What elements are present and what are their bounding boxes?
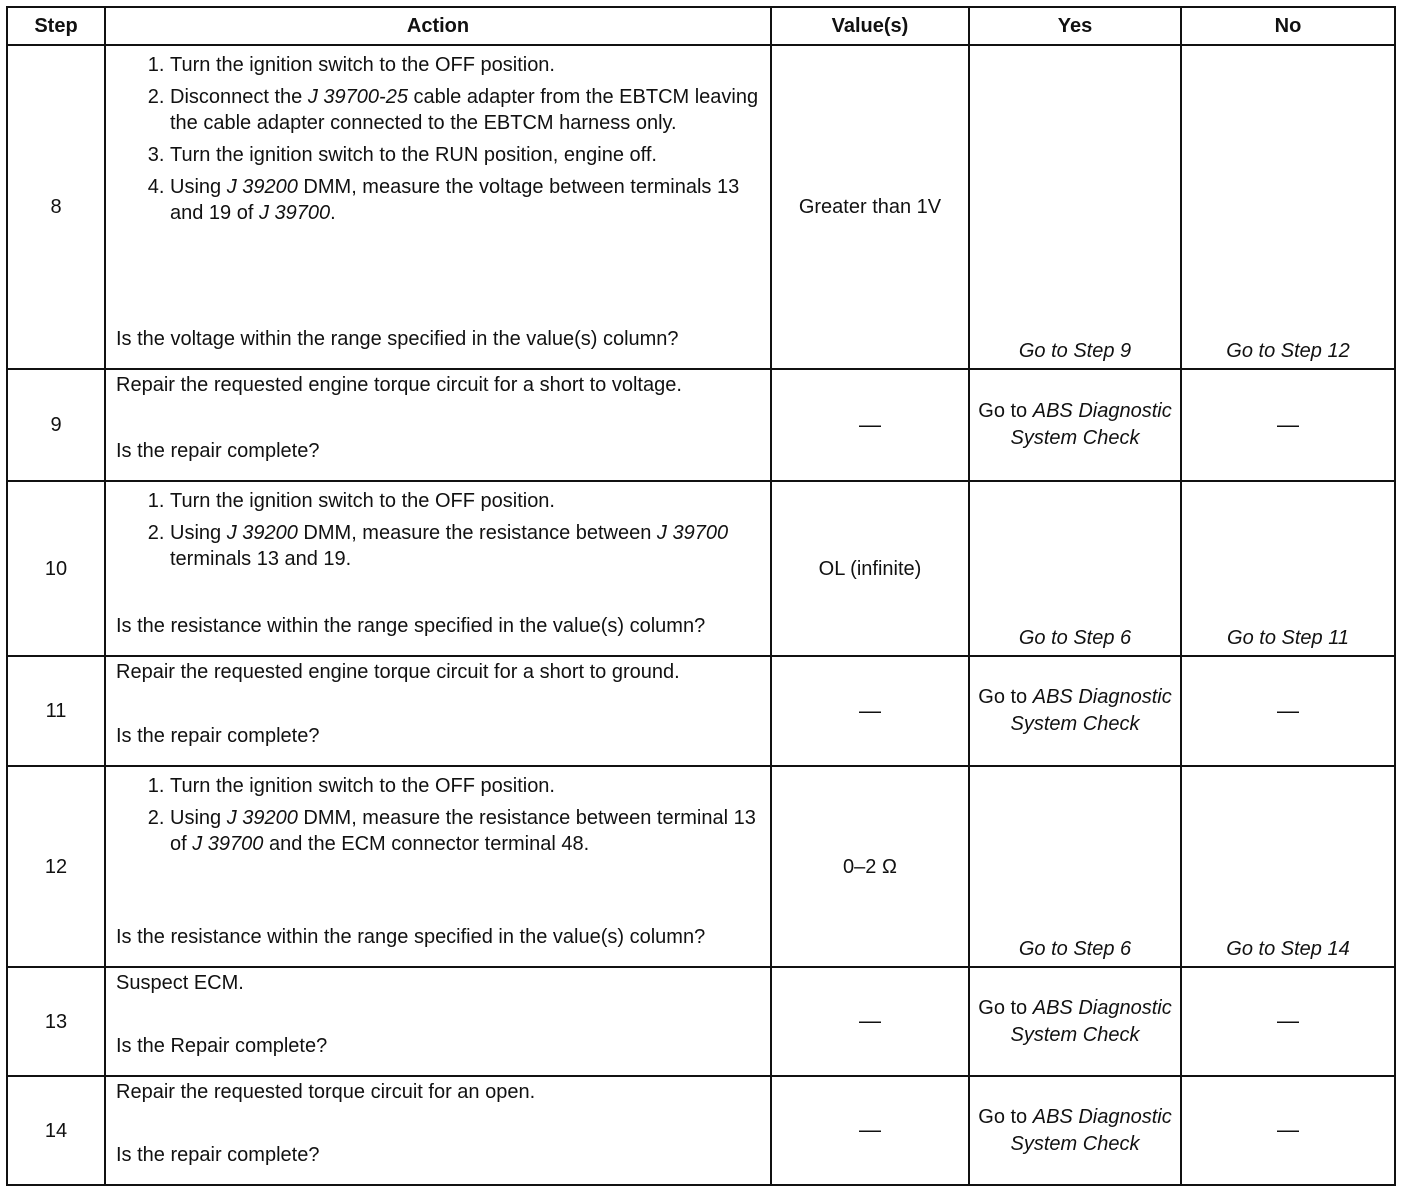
action-content [116,486,760,637]
header-yes: Yes [969,7,1181,45]
action-instructions [116,771,760,863]
value-cell [771,656,969,766]
yes-cell [969,967,1181,1076]
action-question: Is the repair complete? [116,440,320,462]
value-text: Greater than 1V [798,196,942,218]
no-cell [1181,967,1395,1076]
goto-prefix: Go to [978,996,1028,1019]
action-instructions [116,50,760,232]
table-row [7,656,1395,766]
action-text: Repair the requested engine torque circuit for a short to voltage. [116,374,682,396]
action-cell [105,369,771,481]
yes-cell [969,766,1181,967]
table-body [7,45,1395,1185]
action-instructions [116,972,760,994]
action-text: Suspect ECM. [116,972,244,994]
step-text: Turn the ignition switch to the OFF position. [170,54,555,76]
yes-cell [969,656,1181,766]
step-text: . [330,202,336,224]
tool-reference: J 39700 [192,833,264,855]
action-cell [105,766,771,967]
tool-reference: J 39700 [258,202,331,224]
procedure-step [170,84,760,136]
diagnostic-table-page [6,6,1396,1186]
step-text: Turn the ignition switch to the RUN position, engine off. [170,144,657,166]
action-instructions [116,374,760,396]
no-cell [1181,481,1395,656]
step-number: 8 [7,45,105,369]
system-check-link: ABS Diagnostic System Check [1010,1105,1172,1155]
no-dash: — [1277,697,1299,723]
yes-goto-step: Go to Step 6 [1018,627,1132,649]
action-content [116,50,760,350]
action-content [116,374,760,462]
step-text: DMM, measure the voltage between terminals 13 and 19 of [170,176,740,224]
table-row [7,766,1395,967]
no-cell [1181,1076,1395,1185]
table-row [7,967,1395,1076]
header-row [7,7,1395,45]
value-cell [771,369,969,481]
step-text: cable adapter from the EBTCM leaving the cable adapter connected to the EBTCM harness only. [170,86,759,134]
tool-reference: J 39200 [226,522,298,544]
header-action: Action [105,7,771,45]
action-cell [105,656,771,766]
value-text: OL (infinite) [818,557,922,580]
value-text: — [859,1008,881,1033]
action-instructions [116,486,760,578]
header-values: Value(s) [771,7,969,45]
action-question: Is the resistance within the range specified in the value(s) column? [116,926,706,948]
step-text: Turn the ignition switch to the OFF position. [170,775,555,797]
action-content [116,771,760,948]
step-text: Turn the ignition switch to the OFF position. [170,490,555,512]
step-text: Using [170,522,227,544]
table-row [7,45,1395,369]
step-number: 9 [7,369,105,481]
step-number: 12 [7,766,105,967]
action-text: Repair the requested torque circuit for an open. [116,1081,536,1103]
procedure-step [170,805,760,857]
no-cell [1181,45,1395,369]
action-question: Is the resistance within the range specified in the value(s) column? [116,615,706,637]
no-goto-step: Go to Step 12 [1226,340,1350,362]
diagnostic-table [6,6,1396,1186]
action-content [116,1081,760,1166]
value-text: 0–2 Ω [843,855,897,878]
procedure-step [170,488,760,514]
step-text: and the ECM connector terminal 48. [263,833,590,855]
procedure-step [170,174,760,226]
yes-goto-step: Go to Step 6 [1018,938,1132,960]
no-cell [1181,766,1395,967]
tool-reference: J 39700 [656,522,729,544]
yes-cell [969,481,1181,656]
procedure-step [170,773,760,799]
header-no: No [1181,7,1395,45]
no-goto-step: Go to Step 14 [1226,938,1350,960]
action-cell [105,45,771,369]
no-goto-step: Go to Step 11 [1227,627,1349,649]
step-number: 10 [7,481,105,656]
action-cell [105,967,771,1076]
goto-prefix: Go to [978,1105,1028,1128]
goto-prefix: Go to [978,400,1028,422]
header-step: Step [7,7,105,45]
action-cell [105,1076,771,1185]
yes-reference [976,684,1174,738]
no-dash: — [1277,1008,1299,1033]
yes-cell [969,1076,1181,1185]
step-number: 11 [7,656,105,766]
action-question: Is the repair complete? [116,725,320,747]
yes-cell [969,45,1181,369]
system-check-link: ABS Diagnostic System Check [1010,686,1172,735]
action-instructions [116,1081,760,1103]
action-instructions [116,661,760,683]
table-row [7,481,1395,656]
no-dash: — [1277,411,1299,437]
value-cell [771,766,969,967]
action-text: Repair the requested engine torque circuit for a short to ground. [116,661,680,683]
yes-reference [976,995,1174,1049]
table-row [7,369,1395,481]
step-text: DMM, measure the resistance between [297,522,657,544]
value-cell [771,1076,969,1185]
value-cell [771,967,969,1076]
action-question: Is the repair complete? [116,1144,320,1166]
action-question: Is the voltage within the range specified in the value(s) column? [116,328,679,350]
no-cell [1181,369,1395,481]
value-text: — [859,411,881,437]
action-cell [105,481,771,656]
yes-reference [976,1104,1174,1158]
procedure-step [170,520,760,572]
no-cell [1181,656,1395,766]
step-text: Using [170,176,227,198]
yes-cell [969,369,1181,481]
tool-reference: J 39200 [226,176,298,198]
action-question: Is the Repair complete? [116,1035,328,1057]
action-content [116,972,760,1057]
step-text: Using [170,807,227,829]
step-text: DMM, measure the resistance between terminal 13 of [170,807,756,855]
procedure-list [116,488,760,572]
tool-reference: J 39700-25 [307,86,408,108]
value-cell [771,45,969,369]
procedure-step [170,52,760,78]
value-text: — [859,697,881,723]
value-cell [771,481,969,656]
procedure-list [116,773,760,857]
procedure-step [170,142,760,168]
value-text: — [859,1117,881,1142]
system-check-link: ABS Diagnostic System Check [1010,400,1172,449]
table-row [7,1076,1395,1185]
step-text: Disconnect the [170,86,308,108]
step-text: terminals 13 and 19. [170,548,352,570]
no-dash: — [1277,1117,1299,1142]
goto-prefix: Go to [978,686,1028,708]
yes-reference [976,398,1174,452]
tool-reference: J 39200 [226,807,298,829]
step-number: 14 [7,1076,105,1185]
action-content [116,661,760,747]
system-check-link: ABS Diagnostic System Check [1010,996,1172,1046]
yes-goto-step: Go to Step 9 [1018,340,1132,362]
step-number: 13 [7,967,105,1076]
procedure-list [116,52,760,226]
